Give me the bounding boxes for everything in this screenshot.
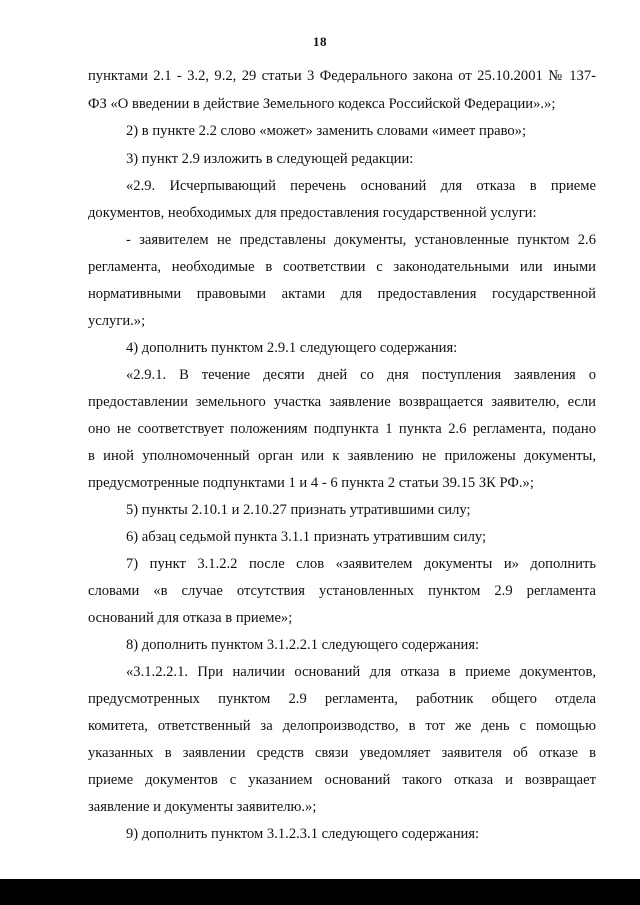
text-line: 3) пункт 2.9 изложить в следующей редакции:: [126, 151, 414, 167]
text-line: регламента, необходимые в соответствии с законодательными или иными: [88, 259, 596, 275]
text-line: 5) пункты 2.10.1 и 2.10.27 признать утратившими силу;: [126, 502, 471, 518]
text-line: указанных в заявлении средств связи уведомляет заявителя об отказе в: [88, 745, 596, 761]
text-line: пунктами 2.1 - 3.2, 9.2, 29 статьи 3 Федерального закона от 25.10.2001 № 137-: [88, 68, 596, 84]
text-line: 6) абзац седьмой пункта 3.1.1 признать утратившим силу;: [126, 529, 487, 545]
text-line: предусмотренные подпунктами 1 и 4 - 6 пункта 2 статьи 39.15 ЗК РФ.»;: [88, 475, 534, 491]
text-line: «2.9. Исчерпывающий перечень оснований для отказа в приеме: [126, 178, 596, 194]
text-line: «3.1.2.2.1. При наличии оснований для отказа в приеме документов,: [126, 664, 596, 680]
text-line: комитета, ответственный за делопроизводство, в тот же день с помощью: [88, 718, 596, 734]
text-line: предусмотренных пунктом 2.9 регламента, работник общего отдела: [88, 691, 596, 707]
text-line: 4) дополнить пунктом 2.9.1 следующего содержания:: [126, 340, 458, 356]
text-line: 8) дополнить пунктом 3.1.2.2.1 следующего содержания:: [126, 637, 480, 653]
text-line: предоставлении земельного участка заявление возвращается заявителю, если: [88, 394, 596, 410]
page-number: 18: [313, 34, 327, 49]
text-line: приеме документов с указанием оснований такого отказа и возвращает: [88, 772, 596, 788]
text-line: заявление и документы заявителю.»;: [88, 799, 317, 815]
text-line: нормативными правовыми актами для предоставления государственной: [88, 286, 596, 302]
text-line: в иной уполномоченный орган или к заявлению не приложены документы,: [88, 448, 596, 464]
text-line: «2.9.1. В течение десяти дней со дня поступления заявления о: [126, 367, 596, 383]
text-line: 7) пункт 3.1.2.2 после слов «заявителем документы и» дополнить: [126, 556, 596, 572]
text-line: документов, необходимых для предоставления государственной услуги:: [88, 205, 537, 221]
text-line: ФЗ «О введении в действие Земельного кодекса Российской Федерации».»;: [88, 96, 556, 112]
scan-bottom-border: [0, 879, 640, 905]
text-line: - заявителем не представлены документы, установленные пунктом 2.6: [126, 232, 596, 248]
text-line: 2) в пункте 2.2 слово «может» заменить словами «имеет право»;: [126, 123, 527, 139]
text-line: 9) дополнить пунктом 3.1.2.3.1 следующего содержания:: [126, 826, 480, 842]
text-line: услуги.»;: [88, 313, 146, 329]
text-line: оно не соответствует положениям подпункта 1 пункта 2.6 регламента, подано: [88, 421, 596, 437]
text-line: оснований для отказа в приеме»;: [88, 610, 293, 626]
text-line: словами «в случае отсутствия установленных пунктом 2.9 регламента: [88, 583, 596, 599]
